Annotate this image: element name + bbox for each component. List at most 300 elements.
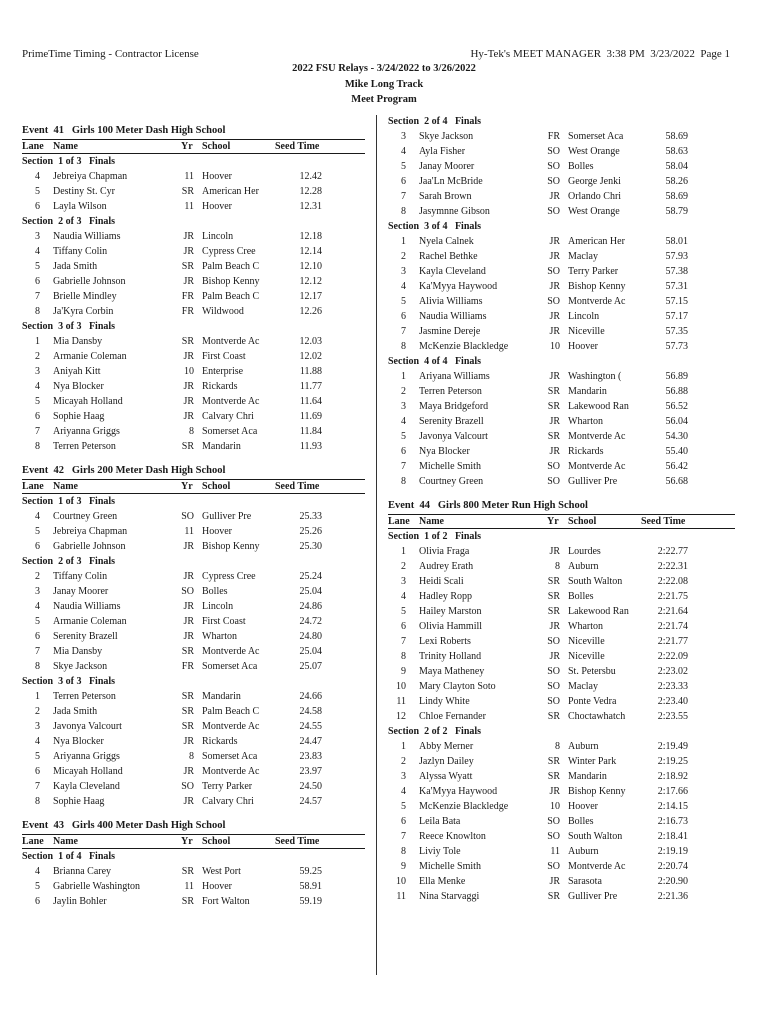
- seed-time: 2:21.64: [657, 605, 688, 617]
- athlete-year: JR: [183, 601, 194, 612]
- school-name: Winter Park: [568, 755, 617, 767]
- school-name: Gulliver Pre: [568, 475, 618, 487]
- lane-number: 4: [35, 736, 40, 747]
- seed-time: 12.03: [299, 336, 322, 347]
- athlete-name: Hadley Ropp: [419, 590, 473, 602]
- lane-number: 7: [401, 830, 406, 842]
- seed-time: 59.19: [299, 896, 322, 907]
- entry-row: [388, 874, 735, 889]
- seed-time: 24.66: [299, 691, 322, 702]
- athlete-year: SO: [547, 175, 560, 187]
- athlete-name: Janay Moorer: [419, 160, 475, 172]
- school-name: Orlando Chri: [568, 190, 622, 202]
- athlete-year: SO: [547, 460, 560, 472]
- lane-number: 7: [35, 426, 40, 437]
- seed-time: 12.12: [299, 276, 322, 287]
- lane-number: 5: [35, 396, 40, 407]
- athlete-name: Naudia Williams: [53, 601, 121, 612]
- seed-time: 25.07: [299, 661, 322, 672]
- school-name: Niceville: [568, 325, 605, 337]
- lane-number: 1: [401, 740, 406, 752]
- lane-number: 4: [35, 171, 40, 182]
- athlete-name: Lindy White: [419, 695, 470, 707]
- athlete-name: Aniyah Kitt: [53, 366, 101, 377]
- lane-number: 11: [396, 890, 406, 902]
- seed-time: 25.33: [299, 511, 322, 522]
- seed-time: 24.50: [299, 781, 322, 792]
- section-title: Section 2 of 3 Finals: [22, 216, 116, 227]
- entry-row: [22, 629, 365, 644]
- entry-row: [388, 889, 735, 904]
- athlete-name: Sophie Haag: [53, 411, 105, 422]
- athlete-name: Terren Peterson: [53, 441, 116, 452]
- section-block: [22, 214, 365, 319]
- seed-time: 2:19.25: [657, 755, 688, 767]
- entry-row: [22, 659, 365, 674]
- lane-number: 1: [35, 336, 40, 347]
- left-column: [22, 122, 365, 909]
- athlete-name: Michelle Smith: [419, 860, 481, 872]
- entry-row: [388, 559, 735, 574]
- school-name: Rickards: [202, 381, 238, 392]
- athlete-name: Ariyanna Griggs: [53, 751, 120, 762]
- seed-time: 58.79: [665, 205, 688, 217]
- entry-row: [388, 384, 735, 399]
- seed-time: 25.04: [299, 646, 322, 657]
- lane-number: 6: [35, 896, 40, 907]
- lane-number: 4: [35, 511, 40, 522]
- athlete-name: Ja'Kyra Corbin: [53, 306, 114, 317]
- entry-row: [388, 369, 735, 384]
- seed-time: 24.57: [299, 796, 322, 807]
- seed-time: 2:19.19: [657, 845, 688, 857]
- event-header: [22, 122, 365, 154]
- venue-name: Mike Long Track: [344, 78, 424, 90]
- entry-row: [22, 644, 365, 659]
- lane-number: 2: [401, 250, 406, 262]
- school-name: Niceville: [568, 635, 605, 647]
- athlete-year: JR: [549, 190, 560, 202]
- entry-row: [22, 764, 365, 779]
- seed-time: 58.69: [665, 190, 688, 202]
- school-name: American Her: [202, 186, 259, 197]
- athlete-name: Layla Wilson: [53, 201, 107, 212]
- seed-time: 58.04: [665, 160, 688, 172]
- athlete-year: JR: [183, 396, 194, 407]
- school-name: Hoover: [568, 800, 598, 812]
- school-name: First Coast: [202, 351, 246, 362]
- athlete-name: Jebreiya Chapman: [53, 526, 128, 537]
- lane-number: 4: [35, 381, 40, 392]
- lane-number: 3: [401, 130, 406, 142]
- entry-row: [388, 429, 735, 444]
- athlete-year: SR: [181, 896, 194, 907]
- athlete-year: SR: [547, 755, 560, 767]
- school-name: Bolles: [568, 590, 594, 602]
- school-name: Wildwood: [202, 306, 244, 317]
- column-header-row: [22, 834, 365, 849]
- school-name: Palm Beach C: [202, 706, 260, 717]
- lane-number: 7: [35, 646, 40, 657]
- school-name: Montverde Ac: [568, 295, 626, 307]
- school-name: Calvary Chri: [202, 411, 254, 422]
- entry-row: [22, 879, 365, 894]
- school-name: Mandarin: [202, 691, 241, 702]
- lane-number: 8: [35, 661, 40, 672]
- section-block: [22, 674, 365, 809]
- school-name: Washington (: [568, 370, 622, 382]
- entry-row: [22, 584, 365, 599]
- athlete-name: Mia Dansby: [53, 646, 103, 657]
- column-header-name: Name: [53, 481, 78, 492]
- seed-time: 2:22.77: [657, 545, 688, 557]
- athlete-year: FR: [181, 291, 194, 302]
- seed-time: 57.38: [665, 265, 688, 277]
- athlete-name: Naudia Williams: [419, 310, 487, 322]
- athlete-name: Jasymnne Gibson: [419, 205, 490, 217]
- lane-number: 6: [401, 175, 406, 187]
- entry-row: [388, 544, 735, 559]
- lane-number: 5: [401, 295, 406, 307]
- athlete-name: Brielle Mindley: [53, 291, 117, 302]
- entry-row: [22, 199, 365, 214]
- athlete-name: Jada Smith: [53, 706, 98, 717]
- athlete-name: Alyssa Wyatt: [419, 770, 473, 782]
- athlete-year: JR: [183, 231, 194, 242]
- seed-time: 2:22.08: [657, 575, 688, 587]
- athlete-year: SR: [547, 890, 560, 902]
- entry-row: [388, 814, 735, 829]
- column-header-row: [22, 139, 365, 154]
- seed-time: 2:21.75: [657, 590, 688, 602]
- athlete-name: Gabrielle Johnson: [53, 276, 126, 287]
- entry-row: [388, 204, 735, 219]
- meet-title: [0, 61, 768, 108]
- column-header-yr: Yr: [181, 481, 193, 492]
- athlete-year: JR: [549, 370, 560, 382]
- entry-row: [22, 439, 365, 454]
- section-block: [22, 319, 365, 454]
- lane-number: 10: [396, 680, 406, 692]
- athlete-year: JR: [549, 445, 560, 457]
- entry-row: [388, 129, 735, 144]
- column-header-school: School: [202, 141, 231, 152]
- athlete-year: SR: [547, 590, 560, 602]
- seed-time: 24.47: [299, 736, 322, 747]
- column-header-seed: Seed Time: [641, 515, 686, 527]
- school-name: Mandarin: [568, 770, 607, 782]
- lane-number: 5: [35, 751, 40, 762]
- section-block: [388, 529, 735, 724]
- athlete-name: Armanie Coleman: [53, 351, 127, 362]
- athlete-name: Skye Jackson: [419, 130, 474, 142]
- athlete-name: Audrey Erath: [419, 560, 474, 572]
- lane-number: 6: [401, 620, 406, 632]
- athlete-name: Terren Peterson: [419, 385, 482, 397]
- seed-time: 25.26: [299, 526, 322, 537]
- athlete-year: 8: [555, 740, 560, 752]
- seed-time: 24.80: [299, 631, 322, 642]
- school-name: American Her: [568, 235, 625, 247]
- entry-row: [388, 769, 735, 784]
- license-text: PrimeTime Timing - Contractor License: [22, 48, 199, 60]
- athlete-name: Armanie Coleman: [53, 616, 127, 627]
- event-title: Event 44 Girls 800 Meter Run High School: [388, 499, 588, 511]
- lane-number: 6: [401, 310, 406, 322]
- seed-time: 55.40: [665, 445, 688, 457]
- school-name: Bishop Kenny: [568, 785, 626, 797]
- lane-number: 6: [401, 445, 406, 457]
- school-name: Cypress Cree: [202, 246, 256, 257]
- seed-time: 12.28: [299, 186, 322, 197]
- athlete-name: Jaa'Ln McBride: [419, 175, 483, 187]
- seed-time: 56.88: [665, 385, 688, 397]
- lane-number: 3: [35, 721, 40, 732]
- entry-row: [22, 749, 365, 764]
- lane-number: 6: [35, 766, 40, 777]
- column-header-name: Name: [53, 836, 78, 847]
- seed-time: 11.93: [299, 441, 322, 452]
- lane-number: 2: [35, 571, 40, 582]
- athlete-year: 10: [184, 366, 194, 377]
- athlete-name: Mary Clayton Soto: [419, 680, 496, 692]
- athlete-name: Naudia Williams: [53, 231, 121, 242]
- entry-row: [388, 679, 735, 694]
- seed-time: 56.68: [665, 475, 688, 487]
- school-name: Gulliver Pre: [202, 511, 252, 522]
- lane-number: 5: [35, 881, 40, 892]
- lane-number: 1: [401, 370, 406, 382]
- athlete-year: SR: [181, 866, 194, 877]
- lane-number: 3: [401, 400, 406, 412]
- lane-number: 3: [35, 366, 40, 377]
- athlete-year: SR: [181, 646, 194, 657]
- entry-row: [388, 324, 735, 339]
- column-header-lane: Lane: [22, 481, 44, 492]
- athlete-name: Nyela Calnek: [419, 235, 474, 247]
- lane-number: 5: [35, 186, 40, 197]
- athlete-name: Olivia Hammill: [419, 620, 483, 632]
- section-title: Section 3 of 3 Finals: [22, 321, 116, 332]
- athlete-year: SR: [547, 430, 560, 442]
- section-block: [388, 354, 735, 489]
- seed-time: 2:23.02: [657, 665, 688, 677]
- seed-time: 2:23.40: [657, 695, 688, 707]
- school-name: Montverde Ac: [568, 430, 626, 442]
- athlete-year: SO: [547, 680, 560, 692]
- seed-time: 2:22.09: [657, 650, 688, 662]
- athlete-name: Terren Peterson: [53, 691, 116, 702]
- athlete-year: JR: [183, 351, 194, 362]
- lane-number: 6: [35, 201, 40, 212]
- entry-row: [388, 159, 735, 174]
- column-divider: [376, 115, 377, 975]
- school-name: Sarasota: [568, 875, 602, 887]
- lane-number: 4: [401, 415, 406, 427]
- column-header-seed: Seed Time: [275, 836, 320, 847]
- athlete-name: Gabrielle Johnson: [53, 541, 126, 552]
- athlete-year: SR: [181, 706, 194, 717]
- athlete-year: JR: [183, 796, 194, 807]
- lane-number: 9: [401, 860, 406, 872]
- entry-row: [388, 754, 735, 769]
- athlete-year: SR: [181, 691, 194, 702]
- school-name: Palm Beach C: [202, 261, 260, 272]
- athlete-name: Micayah Holland: [53, 766, 123, 777]
- seed-time: 24.58: [299, 706, 322, 717]
- school-name: Montverde Ac: [202, 336, 260, 347]
- athlete-year: JR: [183, 411, 194, 422]
- lane-number: 8: [401, 845, 406, 857]
- entry-row: [388, 739, 735, 754]
- entry-row: [388, 399, 735, 414]
- athlete-year: JR: [183, 736, 194, 747]
- lane-number: 4: [401, 590, 406, 602]
- athlete-name: Ayla Fisher: [419, 145, 466, 157]
- lane-number: 7: [401, 460, 406, 472]
- section-title: Section 2 of 3 Finals: [22, 556, 116, 567]
- seed-time: 12.42: [299, 171, 322, 182]
- column-header-name: Name: [419, 515, 444, 527]
- entry-row: [22, 794, 365, 809]
- school-name: Hoover: [568, 340, 598, 352]
- lane-number: 3: [401, 770, 406, 782]
- lane-number: 7: [35, 291, 40, 302]
- entry-row: [22, 614, 365, 629]
- athlete-name: Jazlyn Dailey: [419, 755, 474, 767]
- entry-row: [388, 444, 735, 459]
- athlete-name: Skye Jackson: [53, 661, 108, 672]
- athlete-year: 8: [189, 751, 194, 762]
- athlete-year: SR: [181, 261, 194, 272]
- athlete-name: Gabrielle Washington: [53, 881, 141, 892]
- school-name: George Jenki: [568, 175, 621, 187]
- athlete-year: SO: [547, 475, 560, 487]
- section-block: [388, 724, 735, 904]
- entry-row: [22, 569, 365, 584]
- seed-time: 25.24: [299, 571, 322, 582]
- athlete-name: Maya Bridgeford: [419, 400, 489, 412]
- lane-number: 2: [35, 706, 40, 717]
- athlete-year: JR: [183, 616, 194, 627]
- entry-row: [388, 604, 735, 619]
- section-title: Section 1 of 4 Finals: [22, 851, 116, 862]
- athlete-year: 11: [184, 171, 194, 182]
- meet-name: 2022 FSU Relays - 3/24/2022 to 3/26/2022: [292, 63, 476, 74]
- seed-time: 11.84: [299, 426, 322, 437]
- seed-time: 2:18.41: [657, 830, 688, 842]
- seed-time: 23.83: [299, 751, 322, 762]
- section-title: Section 2 of 2 Finals: [388, 725, 482, 737]
- athlete-name: Javonya Valcourt: [53, 721, 122, 732]
- athlete-name: Nina Starvaggi: [419, 890, 480, 902]
- section-title: Section 1 of 2 Finals: [388, 530, 482, 542]
- athlete-name: Jaylin Bohler: [53, 896, 107, 907]
- entry-row: [22, 289, 365, 304]
- seed-time: 11.77: [299, 381, 322, 392]
- entry-row: [22, 539, 365, 554]
- school-name: Mandarin: [568, 385, 607, 397]
- athlete-year: SR: [547, 770, 560, 782]
- lane-number: 5: [401, 430, 406, 442]
- seed-time: 11.64: [299, 396, 322, 407]
- entry-row: [388, 279, 735, 294]
- athlete-year: 11: [184, 201, 194, 212]
- seed-time: 2:16.73: [657, 815, 688, 827]
- athlete-year: 11: [184, 881, 194, 892]
- athlete-name: Hailey Marston: [419, 605, 482, 617]
- athlete-year: SR: [181, 721, 194, 732]
- athlete-name: Kayla Cleveland: [53, 781, 120, 792]
- athlete-year: JR: [183, 276, 194, 287]
- lane-number: 4: [35, 866, 40, 877]
- entry-row: [388, 309, 735, 324]
- seed-time: 2:23.55: [657, 710, 688, 722]
- entry-row: [388, 574, 735, 589]
- athlete-name: Heidi Scali: [419, 575, 464, 587]
- athlete-year: JR: [183, 571, 194, 582]
- seed-time: 12.18: [299, 231, 322, 242]
- column-header-school: School: [568, 515, 597, 527]
- athlete-name: Brianna Carey: [53, 866, 112, 877]
- athlete-year: JR: [549, 545, 560, 557]
- entry-row: [22, 394, 365, 409]
- school-name: Bolles: [202, 586, 228, 597]
- school-name: Lakewood Ran: [568, 400, 629, 412]
- athlete-name: Alivia Williams: [419, 295, 483, 307]
- seed-time: 2:17.66: [657, 785, 688, 797]
- entry-row: [388, 589, 735, 604]
- athlete-name: Micayah Holland: [53, 396, 123, 407]
- event-header: [22, 817, 365, 849]
- school-name: Montverde Ac: [202, 646, 260, 657]
- athlete-year: SO: [547, 145, 560, 157]
- athlete-name: Rachel Bethke: [419, 250, 478, 262]
- athlete-year: JR: [183, 631, 194, 642]
- section-block: [388, 114, 735, 219]
- school-name: Lincoln: [568, 310, 600, 322]
- column-header-name: Name: [53, 141, 78, 152]
- athlete-year: SO: [547, 860, 560, 872]
- seed-time: 58.26: [665, 175, 688, 187]
- school-name: Rickards: [202, 736, 238, 747]
- entry-row: [388, 189, 735, 204]
- seed-time: 2:19.49: [657, 740, 688, 752]
- entry-row: [22, 274, 365, 289]
- column-header-lane: Lane: [388, 515, 410, 527]
- athlete-year: 10: [550, 340, 560, 352]
- column-header-school: School: [202, 481, 231, 492]
- school-name: Fort Walton: [202, 896, 250, 907]
- lane-number: 3: [401, 575, 406, 587]
- software-timestamp-text: Hy-Tek's MEET MANAGER 3:38 PM 3/23/2022 Page 1: [470, 48, 730, 60]
- event-title: Event 42 Girls 200 Meter Dash High School: [22, 465, 226, 476]
- lane-number: 6: [35, 631, 40, 642]
- lane-number: 1: [401, 235, 406, 247]
- athlete-year: JR: [549, 235, 560, 247]
- athlete-name: Jasmine Dereje: [419, 325, 481, 337]
- athlete-name: Lexi Roberts: [419, 635, 471, 647]
- entry-row: [388, 174, 735, 189]
- seed-time: 57.35: [665, 325, 688, 337]
- athlete-year: JR: [549, 250, 560, 262]
- athlete-name: Sarah Brown: [419, 190, 472, 202]
- athlete-year: JR: [549, 650, 560, 662]
- athlete-name: Reece Knowlton: [419, 830, 486, 842]
- school-name: West Orange: [568, 145, 620, 157]
- athlete-name: Maya Matheney: [419, 665, 485, 677]
- entry-row: [22, 409, 365, 424]
